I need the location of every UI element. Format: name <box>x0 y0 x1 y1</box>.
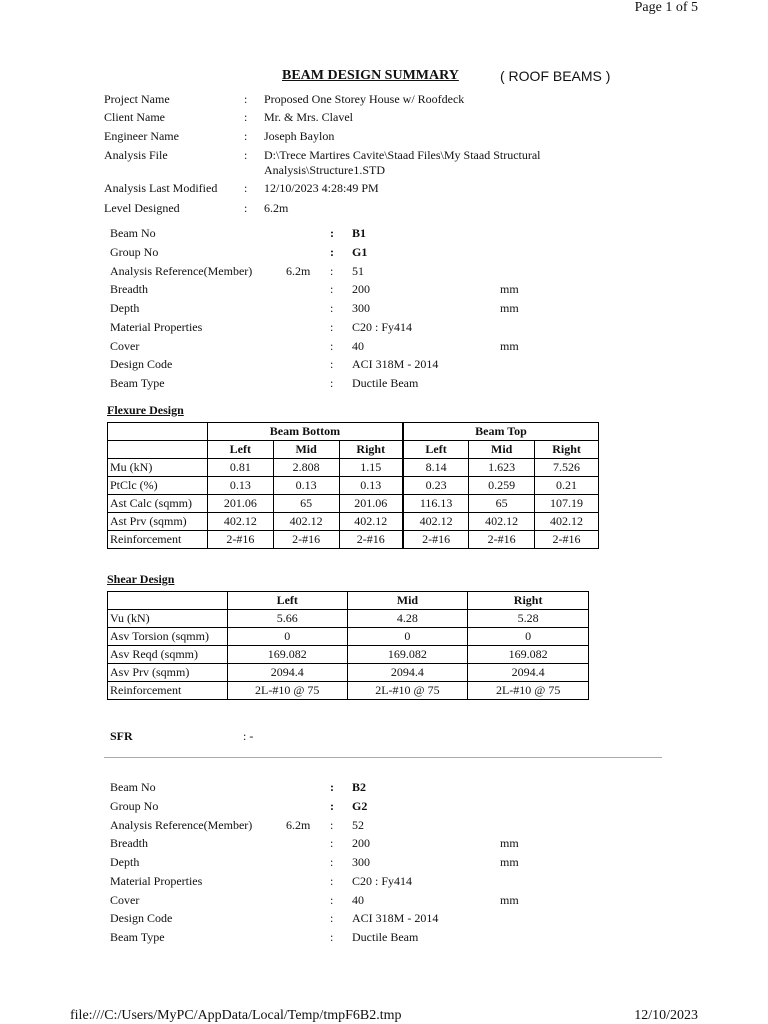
table-cell: 201.06 <box>339 495 403 513</box>
shear-col-header <box>108 592 589 610</box>
group-header-top: Beam Top <box>403 423 599 441</box>
beam-level: 6.2m <box>286 818 311 832</box>
row-label: Vu (kN) <box>108 610 228 628</box>
table-row <box>108 513 599 531</box>
table-row <box>108 531 599 549</box>
beam-unit: mm <box>500 301 519 315</box>
flexure-col-header <box>108 441 599 459</box>
beam-value: G2 <box>352 799 368 813</box>
beam-value: 300 <box>352 301 370 315</box>
info-colon: : <box>244 110 248 124</box>
beam-label: Material Properties <box>110 874 203 888</box>
table-cell: 0.21 <box>535 477 599 495</box>
beam-value: C20 : Fy414 <box>352 874 413 888</box>
table-cell: 5.66 <box>227 610 347 628</box>
section-divider <box>104 757 662 758</box>
beam-unit: mm <box>500 282 519 296</box>
beam-value: 300 <box>352 855 370 869</box>
info-colon: : <box>244 129 248 143</box>
info-label: Engineer Name <box>104 129 179 143</box>
shear-table <box>107 591 589 700</box>
beam-label: Depth <box>110 855 140 869</box>
table-cell: 0 <box>347 628 468 646</box>
col-header: Left <box>403 441 469 459</box>
table-cell: 2L-#10 @ 75 <box>468 682 589 700</box>
beam-label: Group No <box>110 799 159 813</box>
col-header: Mid <box>273 441 339 459</box>
beam-value: G1 <box>352 245 368 259</box>
table-cell: 8.14 <box>403 459 469 477</box>
beam-level: 6.2m <box>286 264 311 278</box>
beam-colon: : <box>330 301 334 315</box>
table-cell: 0 <box>227 628 347 646</box>
beam-colon: : <box>330 930 334 944</box>
beam-unit: mm <box>500 836 519 850</box>
table-cell: 0.259 <box>469 477 535 495</box>
beam-value: 40 <box>352 893 364 907</box>
info-value: 12/10/2023 4:28:49 PM <box>264 181 379 195</box>
row-label: Asv Reqd (sqmm) <box>108 646 228 664</box>
beam-unit: mm <box>500 855 519 869</box>
table-cell: 402.12 <box>273 513 339 531</box>
info-value: 6.2m <box>264 201 289 215</box>
beam-colon: : <box>330 264 334 278</box>
col-header: Mid <box>347 592 468 610</box>
col-header: Right <box>468 592 589 610</box>
row-label: Ast Prv (sqmm) <box>108 513 208 531</box>
beam-colon: : <box>330 357 334 371</box>
col-header: Right <box>535 441 599 459</box>
sfr-label: SFR <box>110 729 133 743</box>
beam-value: 200 <box>352 282 370 296</box>
table-cell: 2094.4 <box>468 664 589 682</box>
beam-label: Breadth <box>110 282 148 296</box>
row-label: Asv Prv (sqmm) <box>108 664 228 682</box>
table-cell: 1.15 <box>339 459 403 477</box>
info-colon: : <box>244 201 248 215</box>
table-cell: 116.13 <box>403 495 469 513</box>
sfr-value: : - <box>243 729 254 743</box>
shear-section-title: Shear Design <box>107 572 175 586</box>
table-cell: 2094.4 <box>227 664 347 682</box>
table-cell: 0.13 <box>207 477 273 495</box>
beam-value: ACI 318M - 2014 <box>352 911 439 925</box>
beam-label: Depth <box>110 301 140 315</box>
beam-value: Ductile Beam <box>352 376 419 390</box>
beam-label: Beam No <box>110 226 156 240</box>
beam-colon: : <box>330 799 334 813</box>
info-colon: : <box>244 181 248 195</box>
page-number: Page 1 of 5 <box>634 0 698 15</box>
info-value: D:\Trece Martires Cavite\Staad Files\My Staad Structural <box>264 148 541 162</box>
table-row <box>108 459 599 477</box>
table-row <box>108 646 589 664</box>
beam-label: Material Properties <box>110 320 203 334</box>
table-row <box>108 610 589 628</box>
beam-label: Group No <box>110 245 159 259</box>
info-label: Client Name <box>104 110 165 124</box>
beam-value: Ductile Beam <box>352 930 419 944</box>
beam-value: 40 <box>352 339 364 353</box>
table-cell: 0.23 <box>403 477 469 495</box>
beam-label: Beam Type <box>110 376 165 390</box>
table-cell: 402.12 <box>207 513 273 531</box>
beam-colon: : <box>330 376 334 390</box>
beam-unit: mm <box>500 339 519 353</box>
table-cell: 169.082 <box>468 646 589 664</box>
beam-value: B2 <box>352 780 367 794</box>
table-cell: 0.13 <box>273 477 339 495</box>
table-cell: 2L-#10 @ 75 <box>347 682 468 700</box>
info-value-cont: Analysis\Structure1.STD <box>264 163 385 177</box>
beam-colon: : <box>330 893 334 907</box>
beam-colon: : <box>330 836 334 850</box>
table-cell: 65 <box>469 495 535 513</box>
info-value: Proposed One Storey House w/ Roofdeck <box>264 92 465 106</box>
beam-value: C20 : Fy414 <box>352 320 413 334</box>
table-cell: 2L-#10 @ 75 <box>227 682 347 700</box>
beam-colon: : <box>330 874 334 888</box>
beam-label: Cover <box>110 339 140 353</box>
beam-value: 52 <box>352 818 364 832</box>
table-cell: 2-#16 <box>403 531 469 549</box>
beam-label: Beam No <box>110 780 156 794</box>
beam-colon: : <box>330 245 334 259</box>
info-colon: : <box>244 148 248 162</box>
table-cell: 0.81 <box>207 459 273 477</box>
col-header: Left <box>227 592 347 610</box>
info-colon: : <box>244 92 248 106</box>
beam-colon: : <box>330 320 334 334</box>
table-cell: 65 <box>273 495 339 513</box>
beam-colon: : <box>330 855 334 869</box>
footer-date: 12/10/2023 <box>634 1008 698 1023</box>
table-cell: 402.12 <box>469 513 535 531</box>
row-label: Reinforcement <box>108 682 228 700</box>
table-row <box>108 495 599 513</box>
table-cell: 4.28 <box>347 610 468 628</box>
row-label: Mu (kN) <box>108 459 208 477</box>
table-cell: 201.06 <box>207 495 273 513</box>
table-row <box>108 477 599 495</box>
beam-colon: : <box>330 226 334 240</box>
table-cell: 2-#16 <box>339 531 403 549</box>
beam-value: B1 <box>352 226 367 240</box>
beam-value: 51 <box>352 264 364 278</box>
page-subtitle: ( ROOF BEAMS ) <box>500 68 611 84</box>
beam-value: ACI 318M - 2014 <box>352 357 439 371</box>
table-cell: 5.28 <box>468 610 589 628</box>
col-header: Left <box>207 441 273 459</box>
beam-label: Design Code <box>110 911 173 925</box>
row-label: PtClc (%) <box>108 477 208 495</box>
info-label: Analysis Last Modified <box>104 181 218 195</box>
info-label: Analysis File <box>104 148 168 162</box>
table-cell: 0.13 <box>339 477 403 495</box>
table-row <box>108 664 589 682</box>
group-header-bottom: Beam Bottom <box>207 423 403 441</box>
table-row <box>108 682 589 700</box>
table-cell: 2-#16 <box>535 531 599 549</box>
table-cell: 169.082 <box>347 646 468 664</box>
table-cell: 402.12 <box>403 513 469 531</box>
table-cell: 7.526 <box>535 459 599 477</box>
beam-label: Design Code <box>110 357 173 371</box>
beam-unit: mm <box>500 893 519 907</box>
table-cell: 402.12 <box>339 513 403 531</box>
beam-label: Breadth <box>110 836 148 850</box>
flexure-group-header <box>108 423 599 441</box>
info-label: Project Name <box>104 92 170 106</box>
col-header: Mid <box>469 441 535 459</box>
table-cell: 0 <box>468 628 589 646</box>
info-value: Joseph Baylon <box>264 129 335 143</box>
table-cell: 1.623 <box>469 459 535 477</box>
row-label: Ast Calc (sqmm) <box>108 495 208 513</box>
row-label: Asv Torsion (sqmm) <box>108 628 228 646</box>
beam-colon: : <box>330 818 334 832</box>
info-label: Level Designed <box>104 201 180 215</box>
page-title: BEAM DESIGN SUMMARY <box>282 68 459 83</box>
table-cell: 169.082 <box>227 646 347 664</box>
beam-label: Cover <box>110 893 140 907</box>
row-label: Reinforcement <box>108 531 208 549</box>
beam-colon: : <box>330 780 334 794</box>
table-cell: 107.19 <box>535 495 599 513</box>
beam-colon: : <box>330 282 334 296</box>
table-cell: 2094.4 <box>347 664 468 682</box>
table-row <box>108 628 589 646</box>
table-cell: 2-#16 <box>273 531 339 549</box>
table-cell: 2-#16 <box>469 531 535 549</box>
flexure-section-title: Flexure Design <box>107 403 184 417</box>
beam-label: Beam Type <box>110 930 165 944</box>
beam-label: Analysis Reference(Member) <box>110 818 253 832</box>
beam-colon: : <box>330 339 334 353</box>
col-header: Right <box>339 441 403 459</box>
table-cell: 402.12 <box>535 513 599 531</box>
beam-label: Analysis Reference(Member) <box>110 264 253 278</box>
beam-colon: : <box>330 911 334 925</box>
beam-value: 200 <box>352 836 370 850</box>
table-cell: 2.808 <box>273 459 339 477</box>
footer-file-path: file:///C:/Users/MyPC/AppData/Local/Temp/tmpF6B2.tmp <box>70 1008 402 1023</box>
flexure-table <box>107 422 599 549</box>
table-cell: 2-#16 <box>207 531 273 549</box>
info-value: Mr. & Mrs. Clavel <box>264 110 353 124</box>
